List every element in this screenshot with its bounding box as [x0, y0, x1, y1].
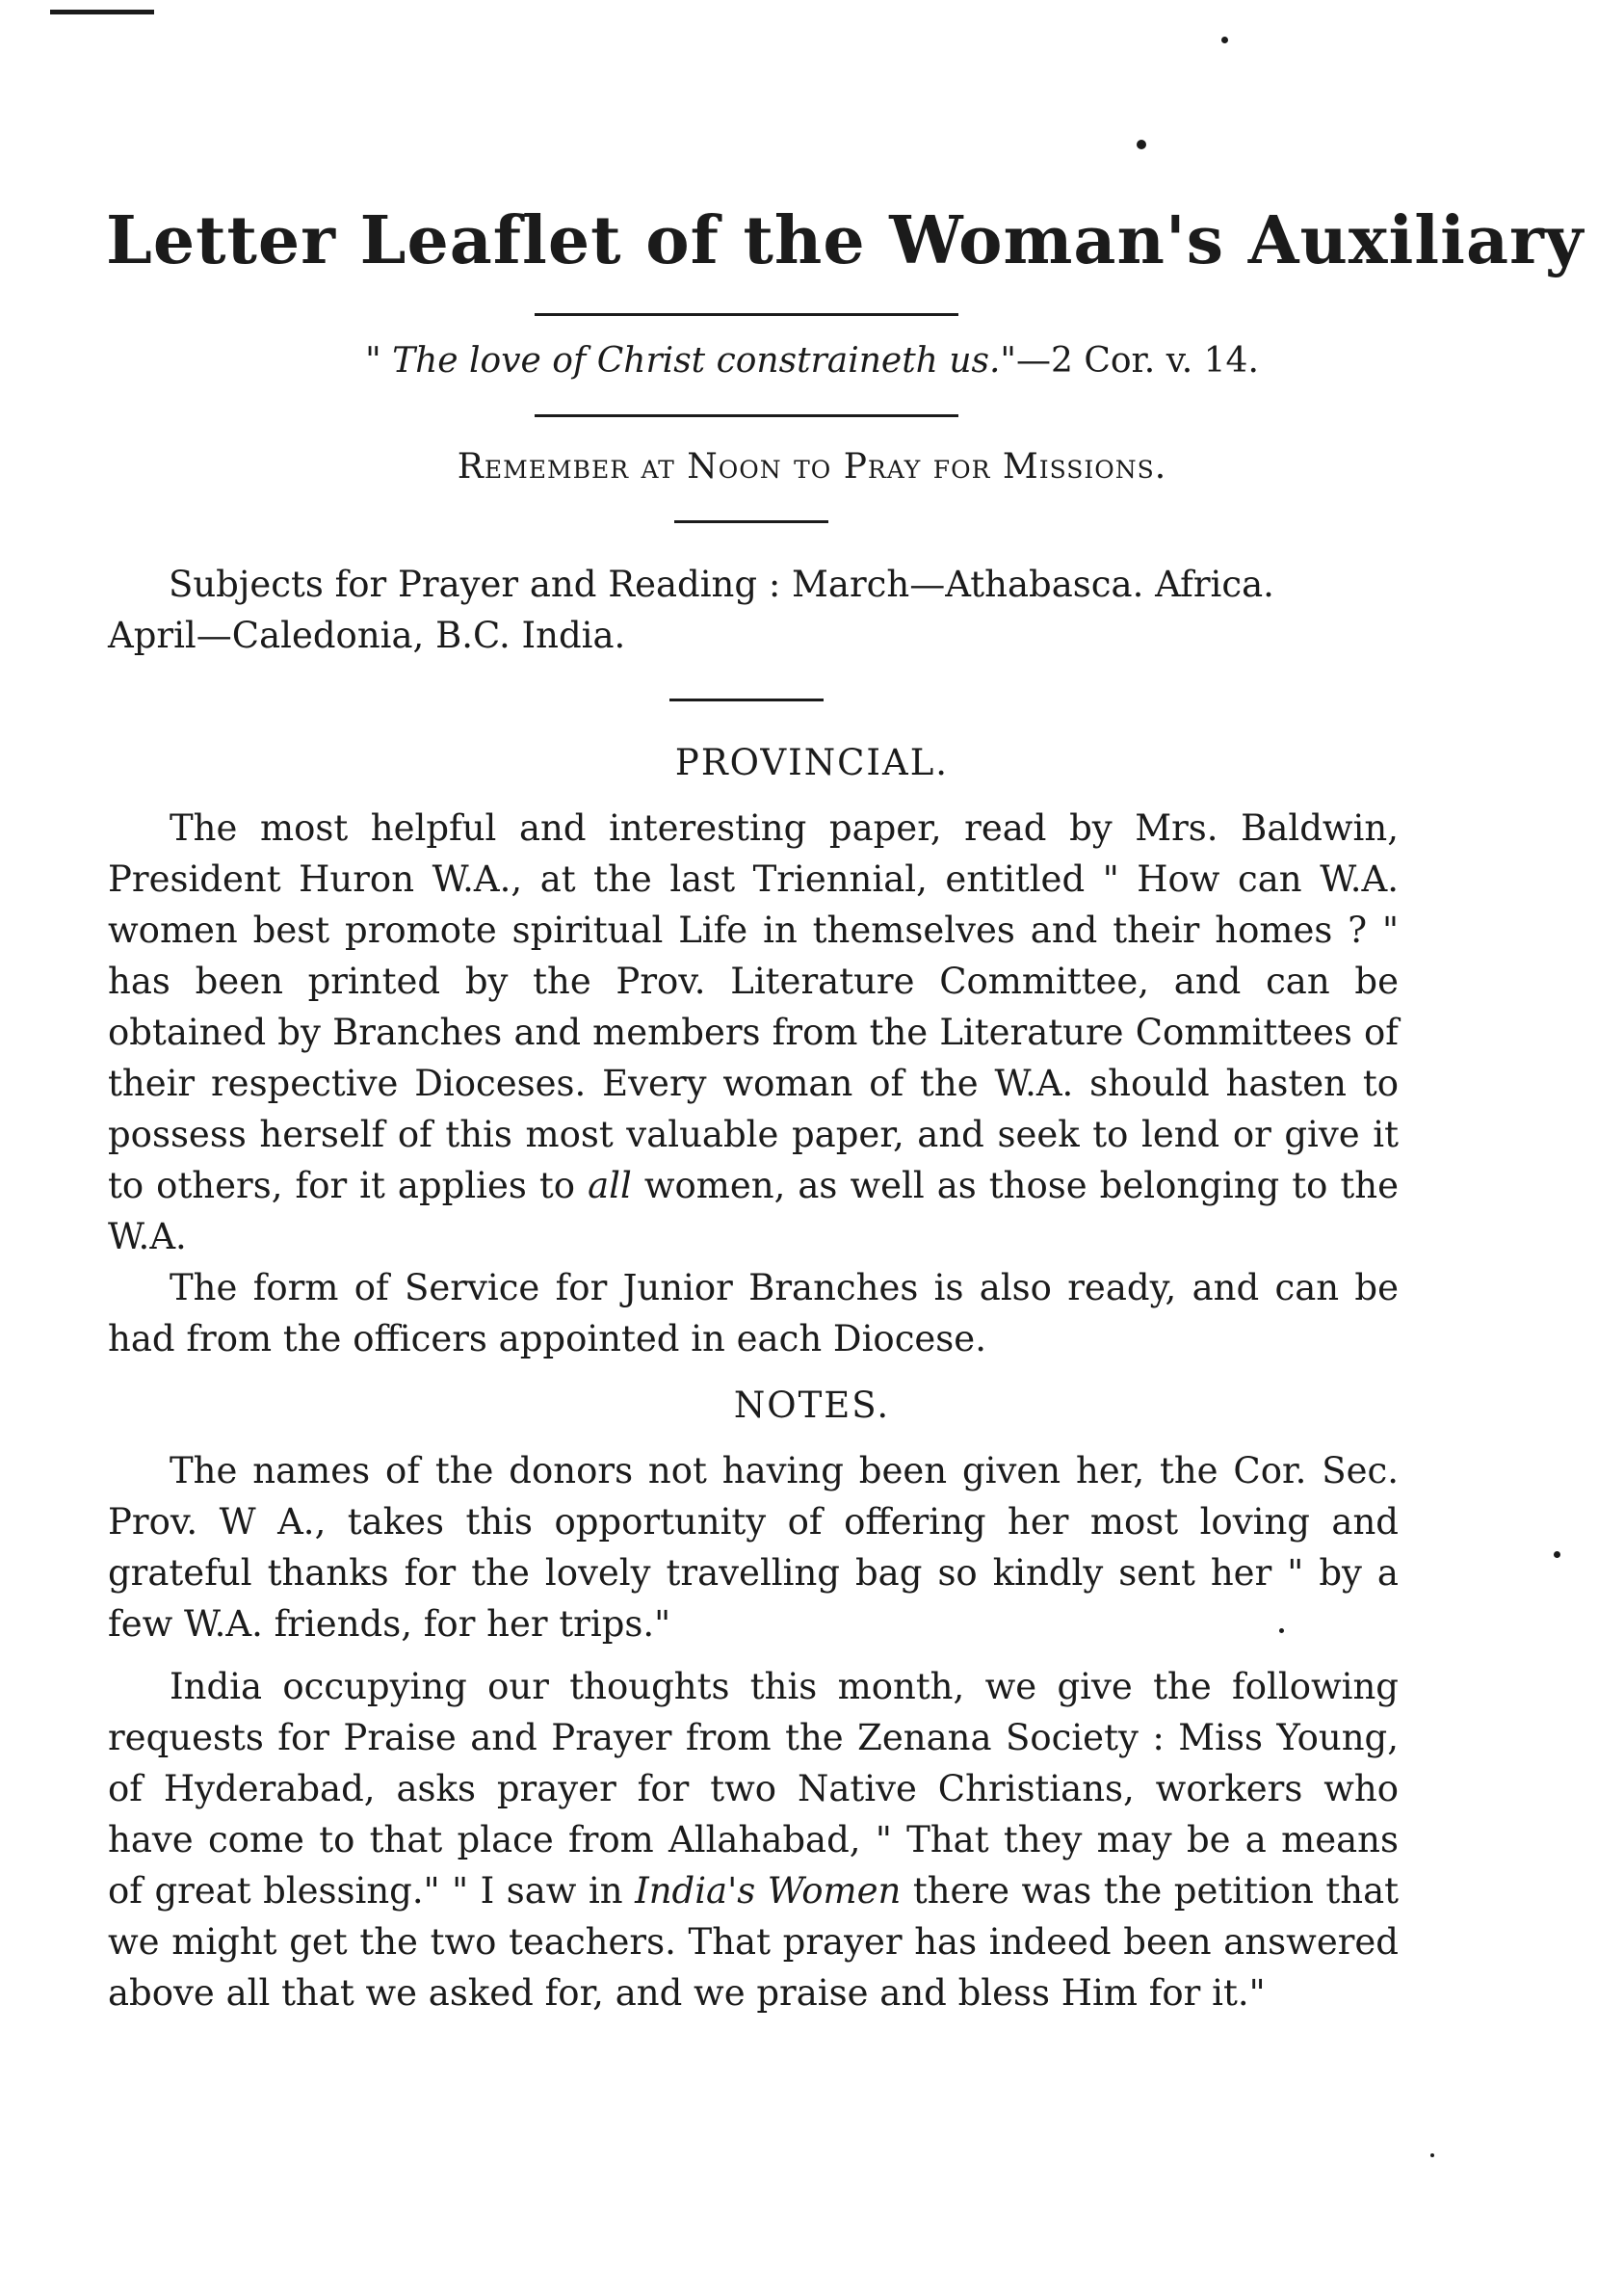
scan-speck	[1554, 1551, 1560, 1558]
epigraph-reference: —2 Cor. v. 14.	[1015, 341, 1259, 381]
provincial-paragraph-1: The most helpful and interesting paper, read by Mrs. Baldwin, President Huron W.A., at the last Triennial, entitled " How can W.A. women best promote spiritual Life in themselves and their homes ? " has been printed by the Prov. Literature Committee, and can be obtained by Branches and members from the Literature Committees of their respective Dioceses. Every woman of the W.A. should hasten to possess herself of this most valuable paper, and seek to lend or give it to others, for it applies to all women, as well as those belonging to the W.A.	[108, 807, 1399, 1257]
scan-corner-mark	[50, 10, 154, 14]
prayer-subjects-line-1: Subjects for Prayer and Reading : March—Athabasca. Africa.	[169, 564, 1274, 605]
provincial-paragraph-2: The form of Service for Junior Branches is also ready, and can be had from the officers appointed in each Diocese.	[108, 1267, 1399, 1359]
notes-paragraph-1: The names of the donors not having been given her, the Cor. Sec. Prov. W A., takes this opportunity of offering her most loving and grateful thanks for the lovely travelling bag so kindly sent her " by a few W.A. friends, for her trips."	[108, 1450, 1399, 1645]
scan-speck	[1430, 2153, 1434, 2157]
title-rule	[535, 313, 958, 316]
epigraph-quote: " The love of Christ constraineth us."	[365, 341, 1016, 381]
prayer-subjects-line-2: April—Caledonia, B.C. India.	[108, 615, 626, 656]
noon-prayer-reminder: Remember at Noon to Pray for Missions.	[457, 447, 1167, 487]
page-title: Letter Leaflet of the Woman's Auxiliary	[106, 202, 1585, 279]
notes-paragraph-2: India occupying our thoughts this month, we give the following requests for Praise and Prayer from the Zenana Society : Miss Young, of Hyderabad, asks prayer for two Native Christians, workers who have come to that place from Allahabad, " That they may be a means of great blessing." " I saw in India's Women there was the petition that we might get the two teachers. That prayer has indeed been answered above all that we asked for, and we praise and bless Him for it."	[108, 1666, 1400, 2014]
reminder-rule	[674, 520, 828, 523]
epigraph-rule	[535, 414, 958, 417]
epigraph	[0, 337, 1624, 385]
scan-speck	[1137, 140, 1146, 149]
provincial-section	[108, 803, 1399, 1364]
notes-section	[108, 1445, 1399, 2018]
provincial-heading: PROVINCIAL.	[674, 742, 950, 783]
notes-heading: NOTES.	[733, 1385, 891, 1426]
scan-speck	[1221, 37, 1228, 43]
section-rule	[669, 699, 824, 701]
